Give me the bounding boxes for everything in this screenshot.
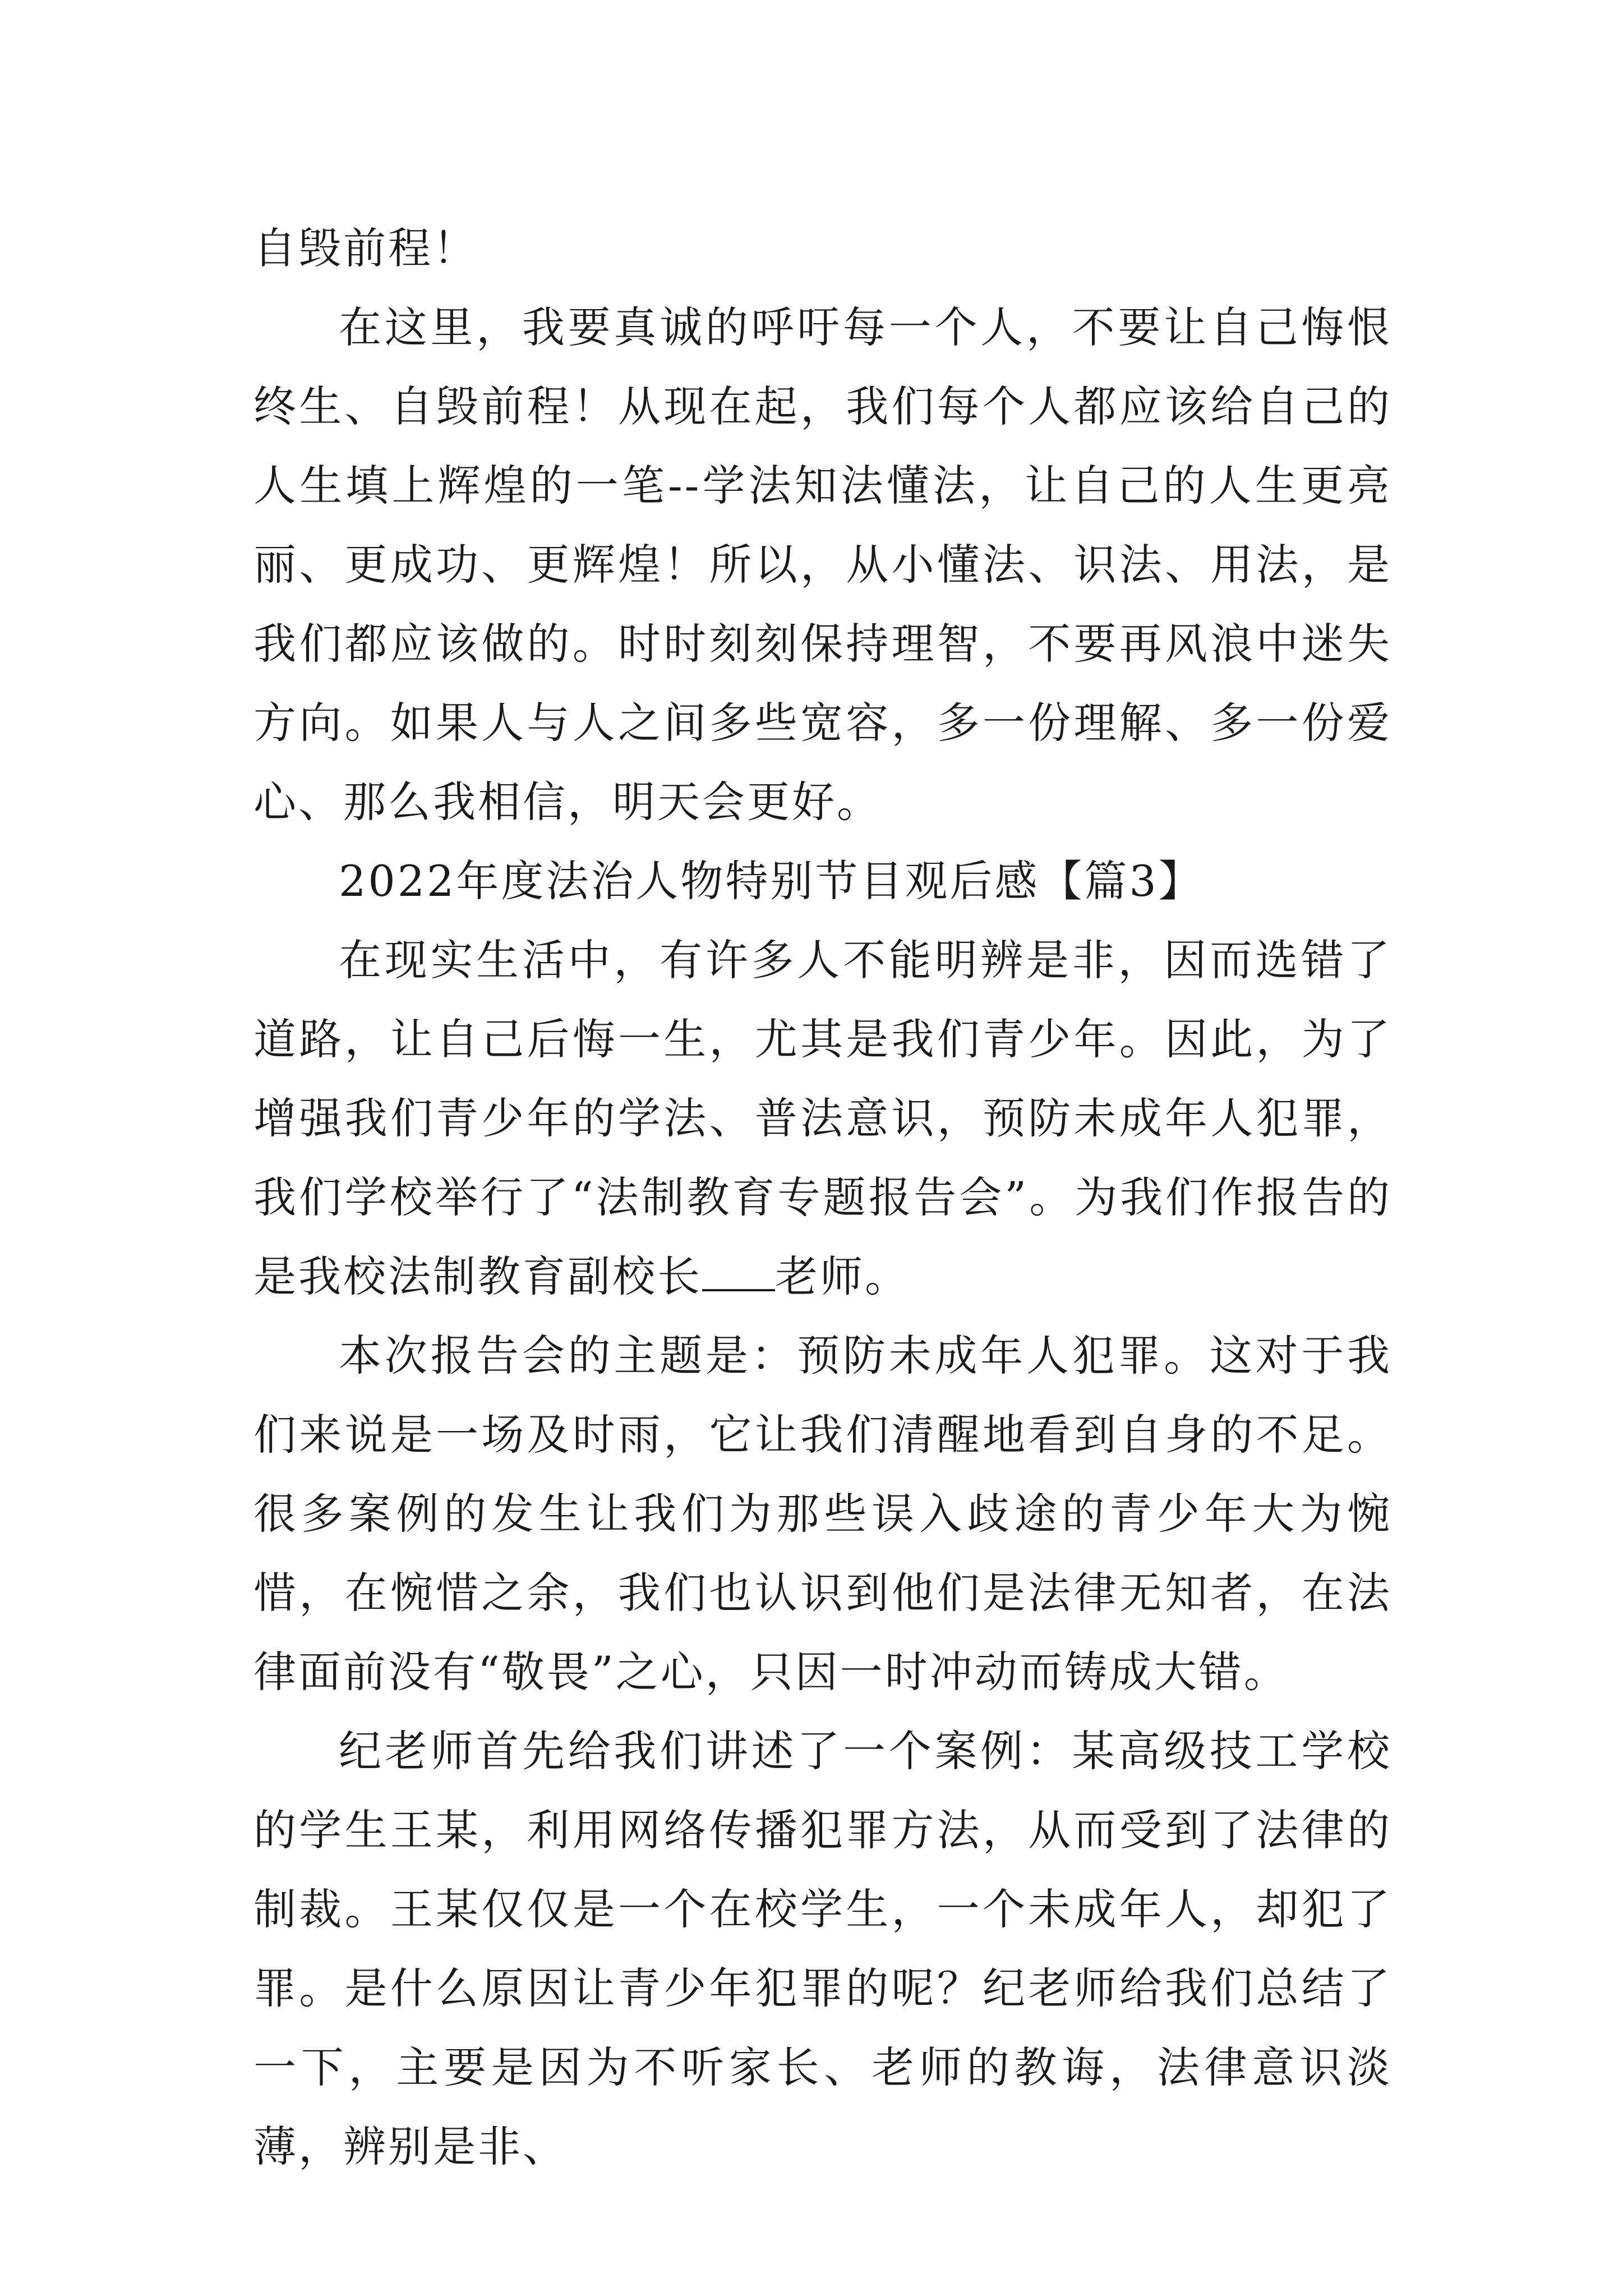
document-body: [253, 209, 1392, 2186]
paragraph-text: 在现实生活中，有许多人不能明辨是非，因而选错了道路，让自己后悔一生，尤其是我们青少年。因此，为了增强我们青少年的学法、普法意识，预防未成年人犯罪，我们学校举行了“法制教育专题报告会”。为我们作报告的是我校法制教育副校长: [253, 935, 1392, 1301]
paragraph-text: 老师。: [775, 1251, 910, 1301]
paragraph: 纪老师首先给我们讲述了一个案例：某高级技工学校的学生王某，利用网络传播犯罪方法，从而受到了法律的制裁。王某仅仅是一个在校学生，一个未成年人，却犯了罪。是什么原因让青少年犯罪的呢？纪老师给我们总结了一下，主要是因为不听家长、老师的教诲，法律意识淡薄，辨别是非、: [253, 1726, 1392, 2171]
paragraph: 在这里，我要真诚的呼吁每一个人，不要让自己悔恨终生、自毁前程！从现在起，我们每个人都应该给自己的人生填上辉煌的一笔--学法知法懂法，让自己的人生更亮丽、更成功、更辉煌！所以，从小懂法、识法、用法，是我们都应该做的。时时刻刻保持理智，不要再风浪中迷失方向。如果人与人之间多些宽容，多一份理解、多一份爱心、那么我相信，明天会更好。: [253, 302, 1392, 827]
paragraph: 本次报告会的主题是：预防未成年人犯罪。这对于我们来说是一场及时雨，它让我们清醒地看到自身的不足。很多案例的发生让我们为那些误入歧途的青少年大为惋惜，在惋惜之余，我们也认识到他们是法律无知者，在法律面前没有“敬畏”之心，只因一时冲动而铸成大错。: [253, 1331, 1392, 1697]
paragraph: [253, 921, 1392, 1316]
paragraph: 自毁前程！: [253, 223, 478, 273]
name-blank: [702, 1255, 775, 1291]
section-heading: 2022年度法治人物特别节目观后感【篇3】: [339, 856, 1204, 906]
